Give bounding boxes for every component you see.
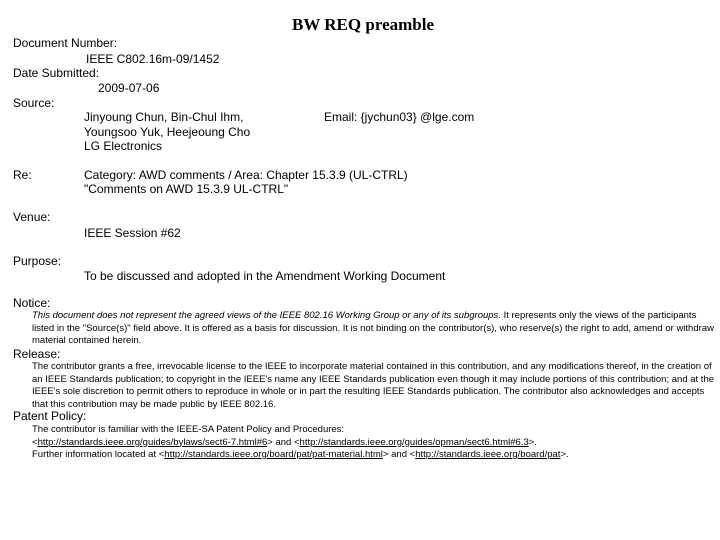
notice-rest-text: . It represents only the views of the participants listed in the "Source(s)" field above. It is offered as a basis for discussion. It is not binding on the contributor(s), who reserve(s) the right to add, amend or withdraw material contained herein. bbox=[32, 310, 714, 346]
release-text: The contributor grants a free, irrevocable license to the IEEE to incorporate material contained in this contribution, and any modifications thereof, in the creation of an IEEE Standards publication; to copyright in the IEEE's name any IEEE Standards publication even though it may include portions of this contribution; and at the IEEE's sole discretion to permit others to reproduce in whole or in part the resulting IEEE Standards publication. The contributor also acknowledges and accepts that this contribution may be made public by IEEE 802.16. bbox=[32, 361, 715, 410]
patent-further-text: Further information located at bbox=[32, 449, 159, 460]
patent-policy-text bbox=[32, 424, 716, 462]
re-category: Category: AWD comments / Area: Chapter 15.3.9 (UL-CTRL) bbox=[84, 168, 408, 182]
patent-material-link[interactable]: http://standards.ieee.org/board/pat/pat-material.html bbox=[164, 449, 383, 460]
notice-text bbox=[32, 310, 716, 348]
source-authors-line2: Youngsoo Yuk, Heejeoung Cho bbox=[84, 125, 251, 139]
patent-line1: The contributor is familiar with the IEEE-SA Patent Policy and Procedures: bbox=[32, 424, 345, 435]
patent-policy-label: Patent Policy: bbox=[13, 409, 87, 423]
patent-and-2: and bbox=[388, 449, 410, 460]
venue-value: IEEE Session #62 bbox=[84, 226, 181, 240]
re-comments: "Comments on AWD 15.3.9 UL-CTRL" bbox=[84, 182, 289, 196]
notice-italic-text: This document does not represent the agreed views of the IEEE 802.16 Working Group or any of its subgroups bbox=[32, 310, 499, 321]
purpose-value: To be discussed and adopted in the Amendment Working Document bbox=[84, 269, 446, 283]
document-number-value: IEEE C802.16m-09/1452 bbox=[86, 52, 220, 66]
patent-bylaws-link[interactable]: http://standards.ieee.org/guides/bylaws/sect6-7.html#6 bbox=[37, 436, 268, 448]
source-label: Source: bbox=[13, 96, 55, 110]
source-email: Email: {jychun03} @lge.com bbox=[324, 110, 475, 124]
date-submitted-value: 2009-07-06 bbox=[98, 81, 160, 95]
patent-opman-link[interactable]: http://standards.ieee.org/guides/opman/sect6.html#6.3 bbox=[299, 436, 529, 448]
venue-label: Venue: bbox=[13, 210, 51, 224]
document-number-label: Document Number: bbox=[13, 36, 118, 50]
date-submitted-label: Date Submitted: bbox=[13, 66, 100, 80]
document-title: BW REQ preamble bbox=[292, 15, 434, 34]
re-label: Re: bbox=[13, 168, 32, 182]
source-authors-line1: Jinyoung Chun, Bin-Chul Ihm, bbox=[84, 110, 244, 124]
patent-board-link[interactable]: http://standards.ieee.org/board/pat bbox=[415, 449, 561, 460]
notice-label: Notice: bbox=[13, 296, 51, 310]
source-organization: LG Electronics bbox=[84, 139, 163, 153]
patent-line3: Further information located at <http://standards.ieee.org/board/pat/pat-material.html> and <http://standards.ieee.org/board/pat>. bbox=[32, 449, 569, 460]
patent-line2: <http://standards.ieee.org/guides/bylaws/sect6-7.html#6> and <http://standards.ieee.org/guides/opman/sect6.html#6.3>. bbox=[32, 436, 537, 448]
patent-and-1: and bbox=[272, 436, 294, 448]
release-label: Release: bbox=[13, 347, 61, 361]
purpose-label: Purpose: bbox=[13, 254, 62, 268]
